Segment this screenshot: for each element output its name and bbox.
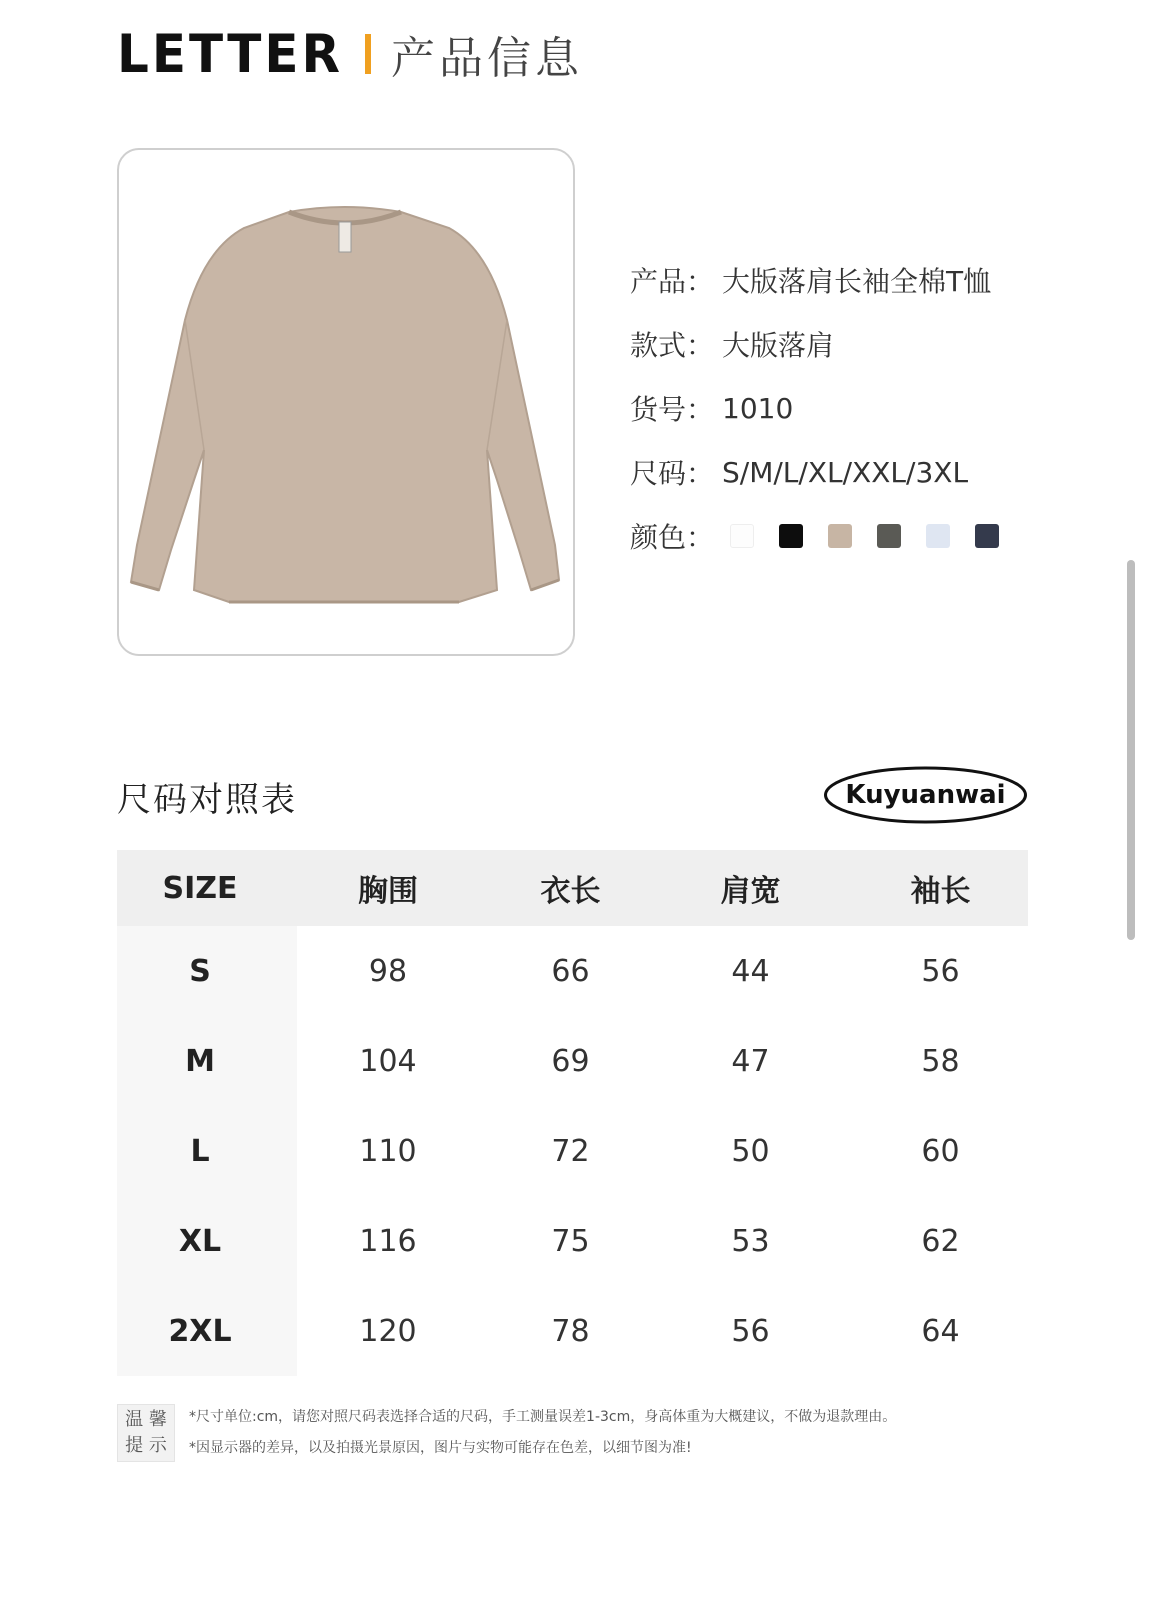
tips-text <box>189 1402 896 1464</box>
table-row <box>117 1286 1028 1376</box>
table-cell: 44 <box>731 953 770 989</box>
table-row <box>117 1106 1028 1196</box>
size-chart-title: 尺码对照表 <box>117 780 297 820</box>
product-image-card <box>117 148 575 656</box>
color-swatch <box>877 524 901 548</box>
color-swatch <box>779 524 803 548</box>
table-cell: 75 <box>551 1223 590 1259</box>
brand-logo <box>823 765 1028 825</box>
table-cell: 66 <box>551 953 590 989</box>
table-cell: 78 <box>551 1313 590 1349</box>
table-cell: M <box>185 1043 215 1079</box>
table-cell: 110 <box>359 1133 417 1169</box>
table-cell: 69 <box>551 1043 590 1079</box>
info-value: 大版落肩 <box>722 329 835 362</box>
tshirt-image <box>119 150 577 658</box>
color-swatches <box>730 524 999 548</box>
info-value: S/M/L/XL/XXL/3XL <box>722 455 969 489</box>
table-row <box>117 1016 1028 1106</box>
column-header: 袖长 <box>910 874 971 909</box>
table-cell: S <box>189 953 211 989</box>
table-cell: 72 <box>551 1133 590 1169</box>
table-cell: 60 <box>921 1133 960 1169</box>
info-row-sizes <box>630 440 999 504</box>
color-swatch <box>975 524 999 548</box>
table-cell: 64 <box>921 1313 960 1349</box>
table-cell: 56 <box>921 953 960 989</box>
table-row <box>117 1196 1028 1286</box>
column-header: 衣长 <box>540 874 601 909</box>
column-header: 胸围 <box>358 874 418 909</box>
table-cell: 56 <box>731 1313 770 1349</box>
info-label: 货号： <box>630 393 715 426</box>
logo-text: Kuyuanwai <box>845 780 1006 810</box>
color-swatch <box>926 524 950 548</box>
page-header <box>117 22 583 86</box>
table-cell: L <box>190 1133 210 1169</box>
table-cell: 104 <box>359 1043 417 1079</box>
info-label: 产品： <box>630 265 715 298</box>
table-cell: 53 <box>731 1223 770 1259</box>
tip-line: *尺寸单位:cm，请您对照尺码表选择合适的尺码，手工测量误差1-3cm，身高体重为大概建议，不做为退款理由。 <box>189 1409 897 1425</box>
info-label: 款式： <box>630 329 715 362</box>
brand-name: LETTER <box>117 23 344 85</box>
column-header: SIZE <box>162 870 238 906</box>
tip-line: *因显示器的差异，以及拍摄光景原因，图片与实物可能存在色差，以细节图为准! <box>189 1440 692 1456</box>
info-row-item-number <box>630 376 999 440</box>
color-swatch <box>730 524 754 548</box>
tips-tag-line: 提 示 <box>125 1435 167 1456</box>
table-cell: 58 <box>921 1043 960 1079</box>
scrollbar[interactable] <box>1127 560 1135 940</box>
page-title: 产品信息 <box>391 33 584 84</box>
table-cell: 50 <box>731 1133 770 1169</box>
tips-tag <box>117 1404 175 1462</box>
info-value: 大版落肩长袖全棉T恤 <box>722 265 992 298</box>
info-row-product <box>630 248 999 312</box>
table-cell: 2XL <box>168 1313 232 1349</box>
header-divider <box>365 34 371 74</box>
table-cell: 47 <box>731 1043 770 1079</box>
size-table <box>117 850 1028 1376</box>
table-cell: XL <box>178 1223 222 1259</box>
info-label: 尺码： <box>630 457 715 490</box>
info-value: 1010 <box>722 391 794 425</box>
column-header: 肩宽 <box>720 874 781 909</box>
info-row-style <box>630 312 999 376</box>
product-info <box>630 248 999 568</box>
color-swatch <box>828 524 852 548</box>
tips-section <box>117 1404 896 1464</box>
table-row <box>117 926 1028 1016</box>
tips-tag-line: 温 馨 <box>125 1409 167 1430</box>
table-header <box>117 850 1028 926</box>
table-cell: 62 <box>921 1223 960 1259</box>
table-cell: 120 <box>359 1313 417 1349</box>
info-row-colors <box>630 504 999 568</box>
table-cell: 98 <box>368 953 408 989</box>
table-cell: 116 <box>359 1223 417 1259</box>
info-label: 颜色： <box>630 521 715 554</box>
